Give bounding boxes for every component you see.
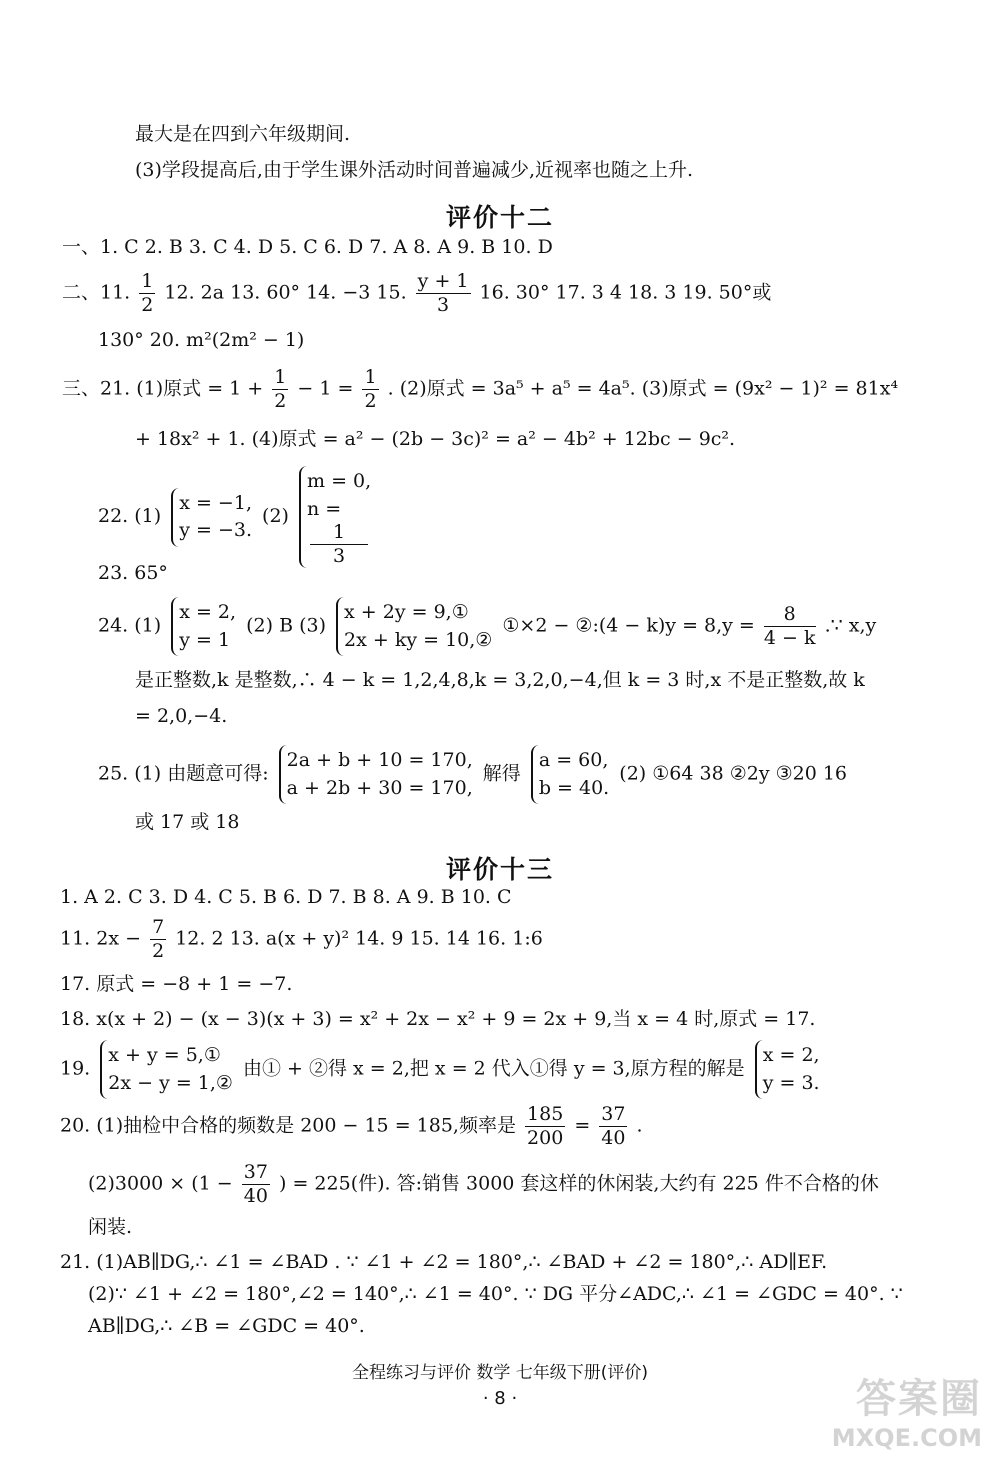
fraction — [310, 523, 368, 566]
equation-system — [100, 1040, 233, 1099]
equation: x = 2, — [762, 1044, 820, 1066]
answer-row: 或 17 或 18 — [135, 811, 240, 833]
answer-text: = — [574, 1114, 591, 1137]
numerator: 1 — [310, 523, 368, 545]
answer-text: (2) ①64 38 ②2y ③20 16 — [619, 762, 848, 785]
answer-row: + 18x² + 1. (4)原式 = a² − (2b − 3c)² = a² − 4b² + 12bc − 9c². — [135, 428, 736, 450]
answer-row — [62, 272, 771, 315]
fraction — [764, 605, 816, 648]
answer-text: . (2)原式 = 3a⁵ + a⁵ = 4a⁵. (3)原式 = (9x² − 1)² = 81x⁴ — [387, 377, 899, 400]
equation: a + 2b + 30 = 170, — [286, 776, 473, 799]
fraction — [272, 368, 288, 411]
watermark — [832, 1367, 982, 1452]
denominator: 3 — [437, 294, 450, 316]
answer-text: 由① + ②得 x = 2,把 x = 2 代入①得 y = 3,原方程的解是 — [243, 1057, 745, 1080]
fraction — [150, 918, 166, 961]
answer-text: ) = 225(件). 答:销售 3000 套这样的休闲装,大约有 225 件不合格的休 — [279, 1172, 879, 1195]
answer-row — [60, 1040, 824, 1099]
answer-row: 17. 原式 = −8 + 1 = −7. — [60, 973, 293, 995]
answer-text: (2) B (3) — [246, 614, 326, 637]
equation: a = 60, — [538, 749, 609, 771]
answer-row: 21. (1)AB∥DG,∴ ∠1 = ∠BAD . ∵ ∠1 + ∠2 = 180°,∴ ∠BAD + ∠2 = 180°,∴ AD∥EF. — [60, 1251, 828, 1273]
denominator: 2 — [141, 294, 154, 316]
equation: b = 40. — [538, 776, 610, 799]
denominator: 2 — [152, 940, 165, 962]
answer-row: AB∥DG,∴ ∠B = ∠GDC = 40°. — [88, 1315, 365, 1337]
equation: x + y = 5,① — [108, 1044, 221, 1066]
answer-text: 16. 30° 17. 3 4 18. 3 19. 50°或 — [479, 281, 772, 304]
numerator: 185 — [527, 1103, 564, 1125]
text-line: 最大是在四到六年级期间. — [135, 123, 351, 145]
answer-row — [98, 597, 876, 656]
equation: 2x + ky = 10,② — [344, 628, 493, 651]
answer-text: 二、11. — [62, 281, 131, 304]
answer-row: 23. 65° — [98, 562, 168, 584]
equation: x + 2y = 9,① — [344, 601, 469, 623]
answer-row: 一、1. C 2. B 3. C 4. D 5. C 6. D 7. A 8. A 9. B 10. D — [62, 236, 553, 258]
equation-system — [171, 597, 236, 656]
fraction — [525, 1105, 565, 1148]
numerator: y + 1 — [417, 270, 469, 292]
answer-text: . — [636, 1114, 643, 1137]
answer-row — [98, 745, 847, 804]
answer-text: (2)3000 × (1 − — [88, 1172, 233, 1195]
equation: 2a + b + 10 = 170, — [286, 749, 473, 771]
answer-row — [88, 1163, 879, 1206]
answer-text: 12. 2 13. a(x + y)² 14. 9 15. 14 16. 1:6 — [175, 927, 543, 950]
answer-row: (2)∵ ∠1 + ∠2 = 180°,∠2 = 140°,∴ ∠1 = 40°. ∵ DG 平分∠ADC,∴ ∠1 = ∠GDC = 40°. ∵ — [88, 1283, 903, 1305]
equation-system — [531, 745, 609, 804]
answer-text: 20. (1)抽检中合格的频数是 200 − 15 = 185,频率是 — [60, 1114, 516, 1137]
answer-text: 12. 2a 13. 60° 14. −3 15. — [164, 281, 407, 304]
denominator: 2 — [274, 390, 287, 412]
answer-text: 三、21. (1)原式 = 1 + — [62, 377, 264, 400]
fraction — [139, 272, 155, 315]
denominator: 2 — [364, 390, 377, 412]
answer-text: .∵ x,y — [824, 614, 877, 637]
denominator: 3 — [333, 545, 346, 568]
page-number: · 8 · — [482, 1388, 518, 1409]
answer-text: − 1 = — [297, 377, 354, 400]
equation-text: n = — [307, 497, 342, 520]
equation: y = 3. — [762, 1071, 820, 1094]
answer-row: 130° 20. m²(2m² − 1) — [98, 329, 305, 351]
equation: 2x − y = 1,② — [108, 1071, 233, 1094]
fraction — [599, 1105, 627, 1148]
numerator: 37 — [601, 1103, 626, 1125]
text-line: (3)学段提高后,由于学生课外活动时间普遍减少,近视率也随之上升. — [135, 159, 694, 181]
answer-row — [98, 466, 375, 568]
answer-row — [60, 1105, 643, 1148]
answer-row — [62, 368, 898, 411]
answer-row: 1. A 2. C 3. D 4. C 5. B 6. D 7. B 8. A 9. B 10. C — [60, 886, 512, 908]
answer-text: (2) — [262, 505, 289, 528]
answer-text: 解得 — [482, 762, 521, 785]
answer-text: 11. 2x − — [60, 927, 142, 950]
answer-row: = 2,0,−4. — [135, 705, 228, 727]
section-title: 评价十三 — [445, 855, 554, 884]
equation: m = 0, — [307, 470, 372, 492]
denominator: 40 — [243, 1185, 268, 1207]
fraction — [362, 368, 378, 411]
answer-text: 24. (1) — [98, 614, 162, 637]
numerator: 1 — [141, 270, 154, 292]
answer-text: 25. (1) 由题意可得: — [98, 762, 269, 785]
denominator: 4 − k — [763, 627, 816, 650]
equation-system — [279, 745, 473, 804]
answer-text: ①×2 − ②:(4 − k)y = 8,y = — [502, 614, 755, 637]
fraction — [242, 1163, 270, 1206]
numerator: 37 — [243, 1161, 268, 1183]
numerator: 1 — [274, 366, 287, 388]
watermark-text: 答案圈 — [856, 1376, 982, 1422]
numerator: 7 — [152, 916, 165, 938]
fraction — [416, 272, 471, 315]
equation — [307, 496, 371, 567]
answer-row — [60, 918, 543, 961]
equation: y = 1 — [179, 628, 231, 651]
answer-row: 18. x(x + 2) − (x − 3)(x + 3) = x² + 2x − x² + 9 = 2x + 9,当 x = 4 时,原式 = 17. — [60, 1008, 816, 1030]
denominator: 40 — [601, 1127, 626, 1149]
equation-system — [171, 488, 252, 547]
answer-text: 19. — [60, 1057, 91, 1080]
page-footer: 全程练习与评价 数学 七年级下册(评价) — [351, 1363, 649, 1383]
answer-row: 闲装. — [88, 1216, 133, 1238]
section-title: 评价十二 — [445, 203, 554, 232]
equation-system — [336, 597, 492, 656]
equation: x = 2, — [179, 601, 237, 623]
equation: y = −3. — [179, 519, 252, 542]
numerator: 8 — [764, 605, 816, 627]
answer-text: 22. (1) — [98, 505, 162, 528]
watermark-url: MXQE.COM — [831, 1424, 982, 1452]
equation-system — [299, 466, 371, 568]
numerator: 1 — [364, 366, 377, 388]
answer-row: 是正整数,k 是整数,∴ 4 − k = 1,2,4,8,k = 3,2,0,−4,但 k = 3 时,x 不是正整数,故 k — [135, 669, 865, 691]
equation-system — [755, 1040, 820, 1099]
equation: x = −1, — [179, 491, 252, 514]
denominator: 200 — [527, 1127, 564, 1149]
